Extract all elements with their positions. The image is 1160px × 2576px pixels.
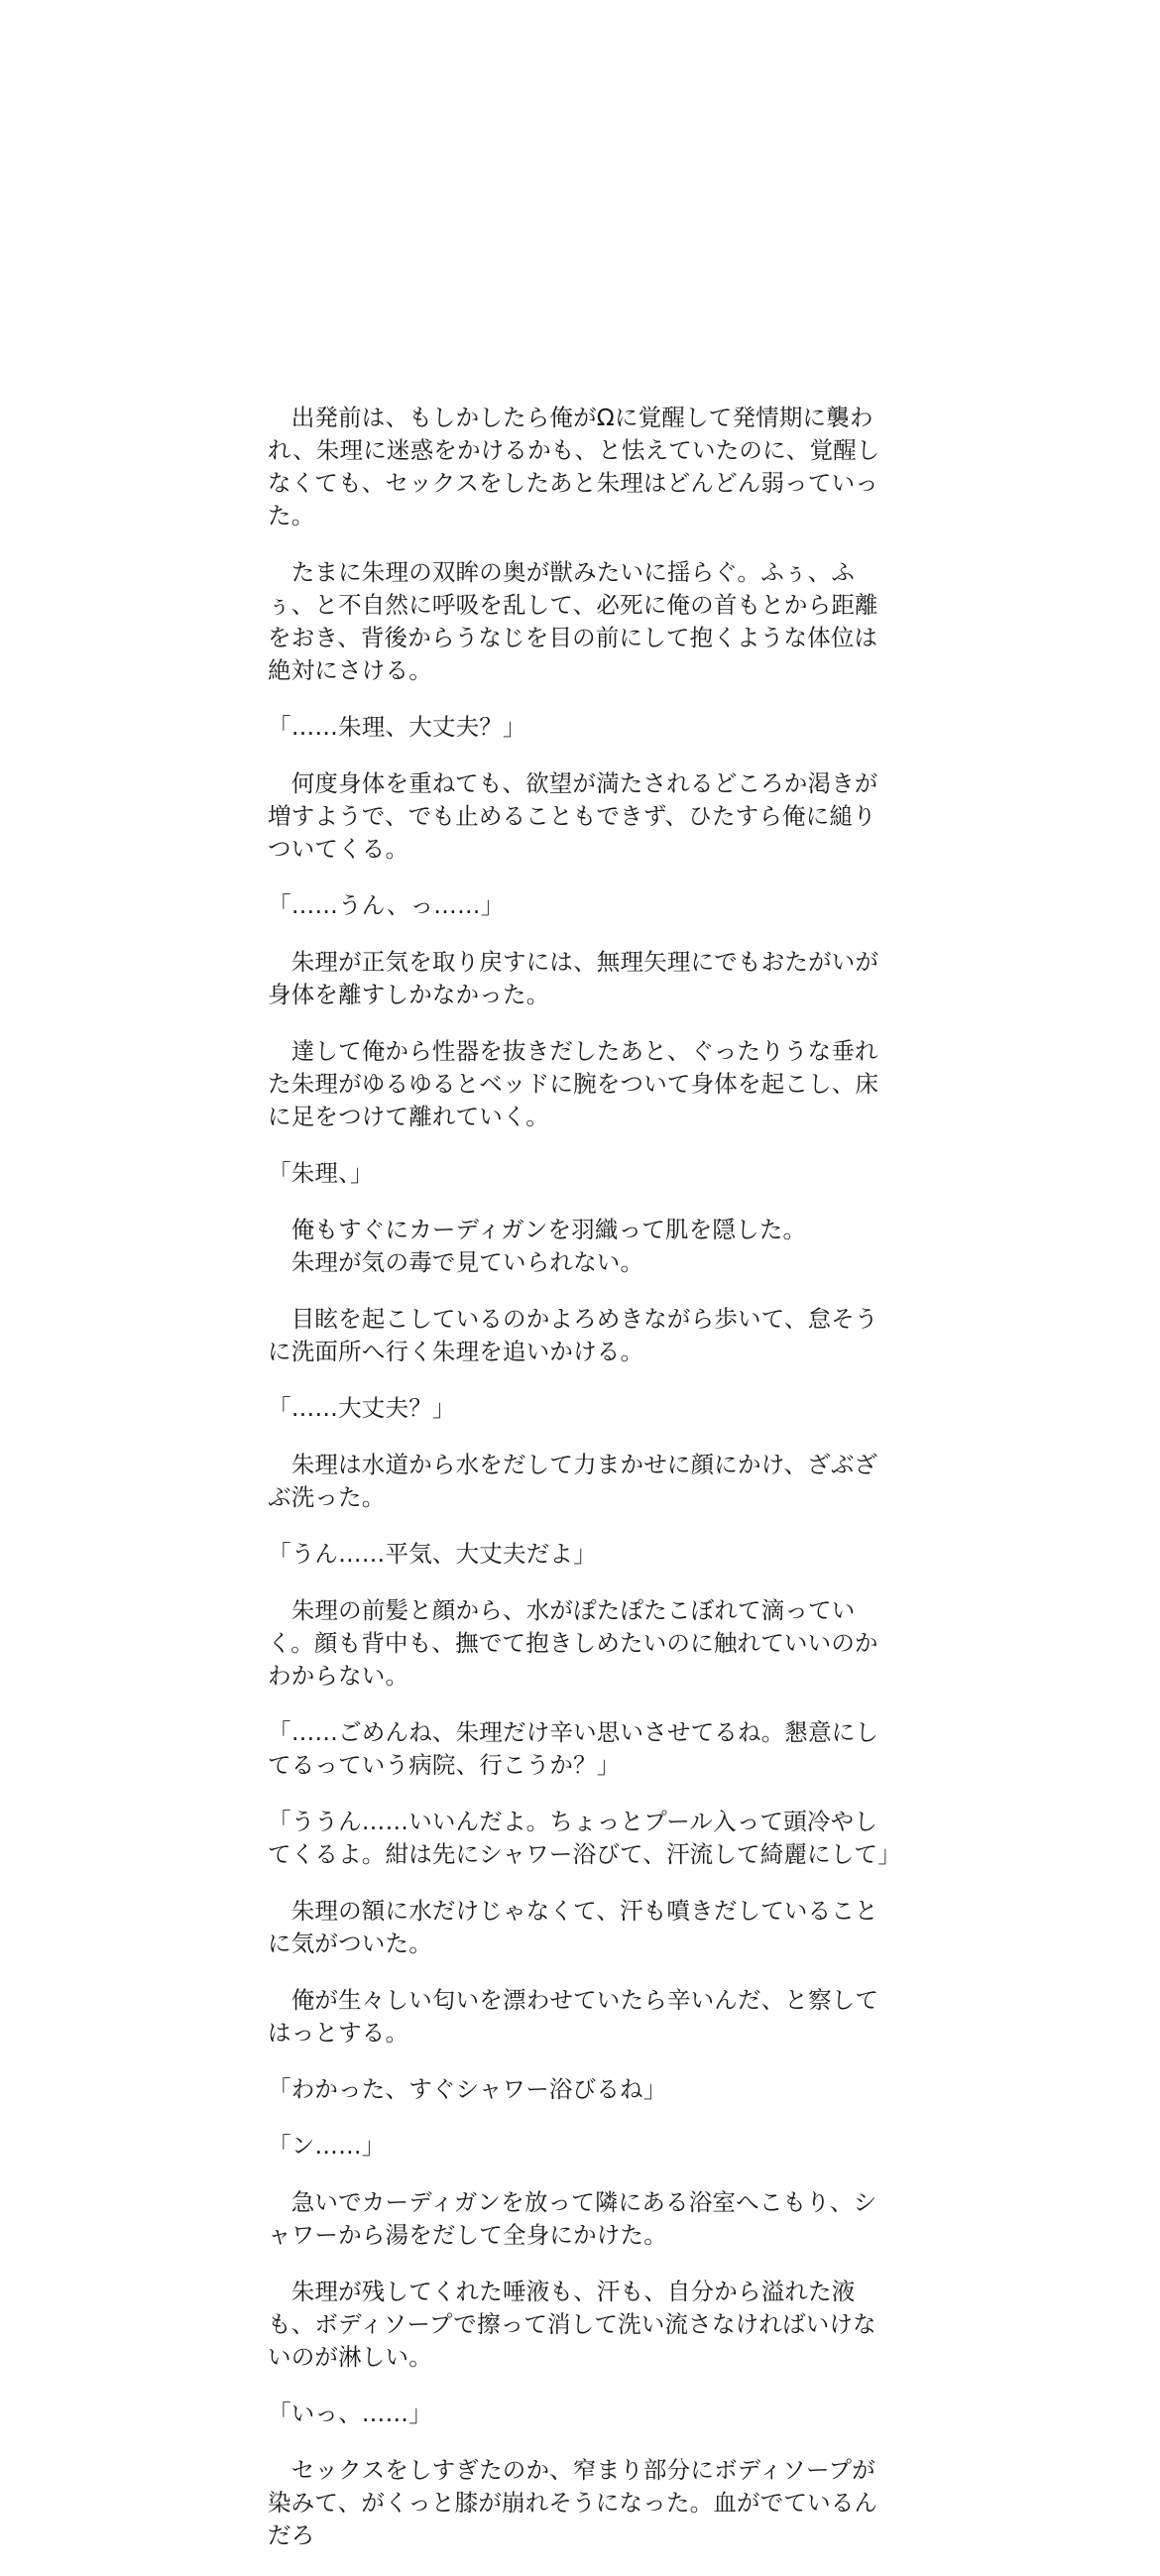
paragraph: 達して俺から性器を抜きだしたあと、ぐったりうな垂れた朱理がゆるゆるとベッドに腕をついて身体を起こし、床に足をつけて離れていく。 — [268, 1037, 879, 1130]
paragraph: 朱理が残してくれた唾液も、汗も、自分から溢れた液も、ボディソープで擦って消して洗い流さなければいけないのが淋しい。 — [268, 2278, 876, 2371]
paragraph: 目眩を起こしているのかよろめきながら歩いて、怠そうに洗面所へ行く朱理を追いかける。 — [268, 1305, 878, 1365]
paragraph: 朱理の前髪と顔から、水がぽたぽたこぼれて滴っていく。顔も背中も、撫でて抱きしめたいのに触れていいのかわからない。 — [268, 1596, 878, 1690]
paragraph: 朱理は水道から水をだして力まかせに顔にかけ、ざぶざぶ洗った。 — [268, 1451, 878, 1511]
story-text — [268, 402, 901, 2576]
dialogue-line: 「……ごめんね、朱理だけ辛い思いさせてるね。懇意にしてるっていう病院、行こうか？」 — [268, 1718, 879, 1779]
dialogue-line: 「朱理、」 — [268, 1159, 374, 1187]
dialogue-line: 「うん……平気、大丈夫だよ」 — [268, 1540, 597, 1568]
dialogue-line: 「いっ、……」 — [268, 2400, 432, 2427]
paragraph: 朱理が正気を取り戻すには、無理矢理にでもおたがいが身体を離すしかなかった。 — [268, 948, 879, 1008]
dialogue-line: 「……うん、っ……」 — [268, 891, 505, 919]
paragraph: たまに朱理の双眸の奥が獣みたいに揺らぐ。ふぅ、ふぅ、と不自然に呼吸を乱して、必死に俺の首もとから距離をおき、背後からうなじを目の前にして抱くような体位は絶対にさける。 — [268, 558, 878, 684]
paragraph: 何度身体を重ねても、欲望が満たされるどころか渇きが増すようで、でも止めることもできず、ひたすら俺に縋りついてくる。 — [268, 769, 878, 863]
dialogue-line: 「わかった、すぐシャワー浴びるね」 — [268, 2075, 667, 2103]
dialogue-line: 「……朱理、大丈夫？」 — [268, 713, 526, 741]
paragraph: 朱理の額に水だけじゃなくて、汗も噴きだしていることに気がついた。 — [268, 1897, 878, 1957]
paragraph: 出発前は、もしかしたら俺がΩに覚醒して発情期に襲われ、朱理に迷惑をかけるかも、と怯えていたのに、覚醒しなくても、セックスをしたあと朱理はどんどん弱っていった。 — [268, 404, 880, 529]
paragraph: 俺もすぐにカーディガンを羽織って肌を隠した。 朱理が気の毒で見ていられない。 — [290, 1216, 807, 1276]
dialogue-line: 「ン……」 — [268, 2132, 386, 2160]
paragraph: 俺が生々しい匂いを漂わせていたら辛いんだ、と察してはっとする。 — [268, 1986, 879, 2047]
paragraph: 急いでカーディガンを放って隣にある浴室へこもり、シャワーから湯をだして全身にかけた。 — [268, 2188, 877, 2249]
dialogue-line: 「……大丈夫？」 — [268, 1394, 456, 1422]
dialogue-line: 「ううん……いいんだよ。ちょっとプール入って頭冷やしてくるよ。紺は先にシャワー浴びて、汗流して綺麗にして」 — [268, 1808, 901, 1868]
paragraph: セックスをしすぎたのか、窄まり部分にボディソープが染みて、がくっと膝が崩れそうになった。血がでているんだろ — [268, 2456, 878, 2549]
